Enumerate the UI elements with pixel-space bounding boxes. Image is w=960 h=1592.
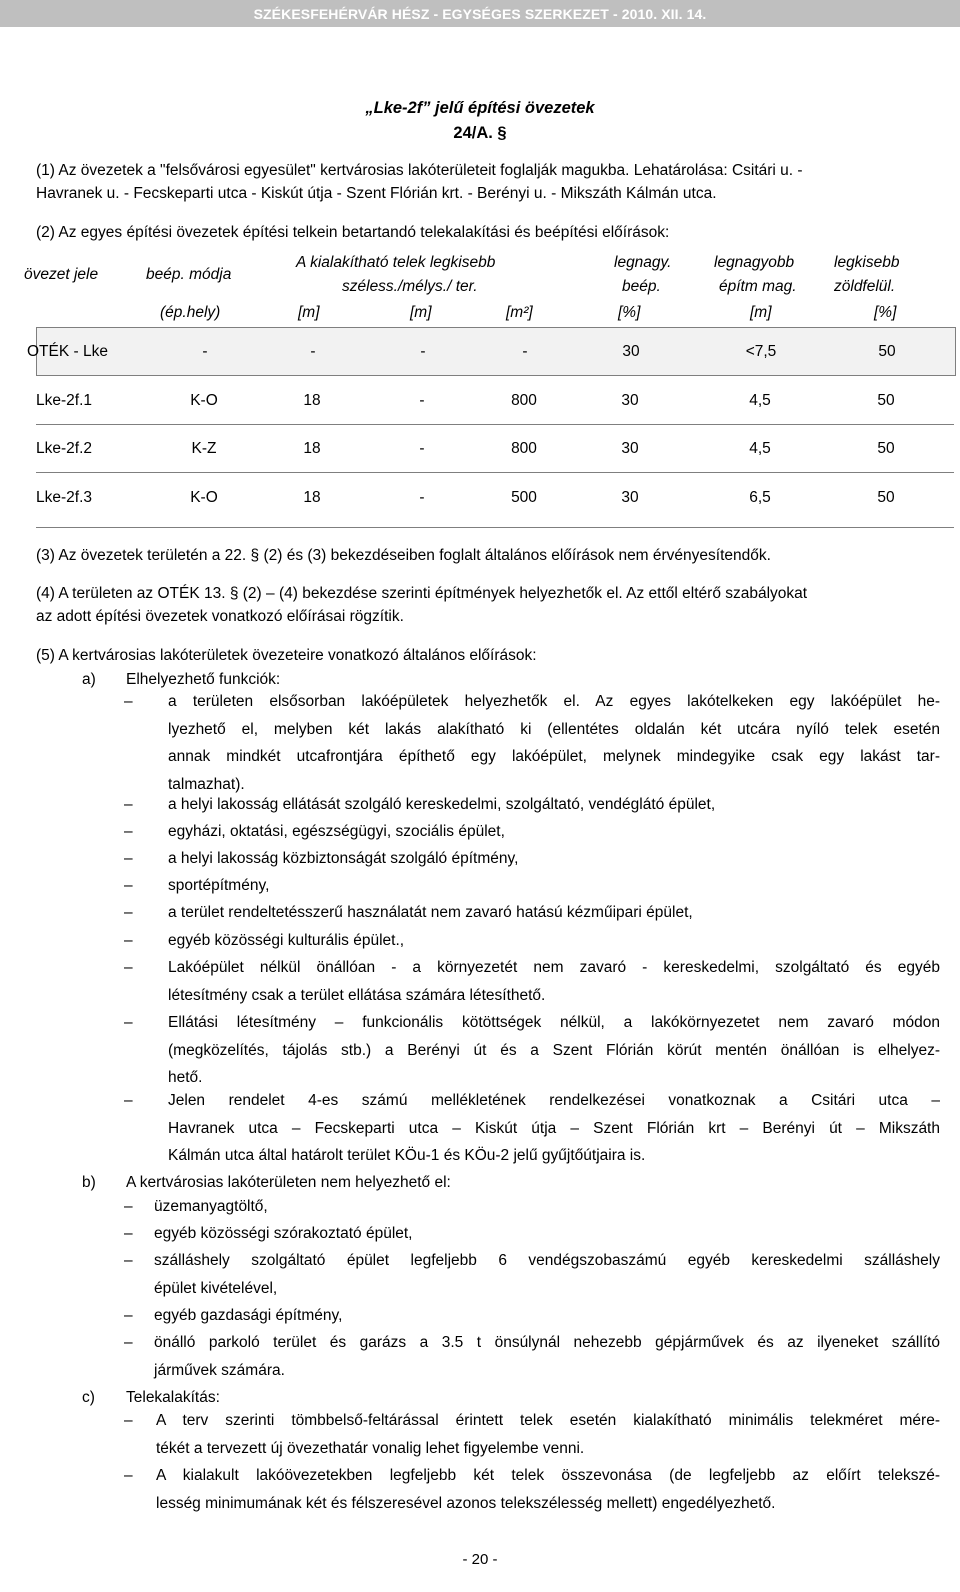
cell-building-mode: - <box>202 343 208 360</box>
list-a-title: Elhelyezhető funkciók: <box>126 671 281 688</box>
list-item-line: épület kivételével, <box>154 1279 278 1297</box>
page-header: SZÉKESFEHÉRVÁR HÉSZ - EGYSÉGES SZERKEZET - 2010. XII. 14. <box>0 0 960 27</box>
dash-bullet: – <box>124 877 133 894</box>
header-green-unit: [%] <box>874 304 897 321</box>
list-item-line: létesítmény csak a terület ellátása számára létesíthető. <box>168 986 546 1004</box>
dash-bullet: – <box>124 1467 133 1484</box>
list-a-label: a) <box>82 671 96 688</box>
list-item-line: lesség minimumának két és félszeresével azonos telekszélesség mellett) engedélyezhető. <box>156 1494 776 1512</box>
header-height-unit: [m] <box>750 304 772 321</box>
table-row <box>36 474 954 521</box>
header-min-green: legkisebb <box>834 254 900 271</box>
list-item-line: Jelen rendelet 4-es számú mellékletének rendelkezései vonatkoznak a Csitári utca – <box>168 1092 940 1109</box>
list-item-line: a területen elsősorban lakóépületek helyezhetők el. Az egyes lakótelkeken egy lakóépület he- <box>168 693 940 710</box>
cell-width: 18 <box>303 392 321 409</box>
dash-bullet: – <box>124 1092 133 1109</box>
cell-height: <7,5 <box>745 343 777 360</box>
header-building-mode-sub: (ép.hely) <box>160 304 221 321</box>
header-plot-size: A kialakítható telek legkisebb <box>296 254 496 271</box>
list-item-line: (megközelítés, tájolás stb.) a Berényi út és a Szent Flórián körút mentén önállóan is elhelyez- <box>168 1041 940 1059</box>
cell-building-mode: K-O <box>190 489 218 506</box>
list-item-line: Kálmán utca által határolt terület KÖu-1 és KÖu-2 jelű gyűjtőútjaira is. <box>168 1147 646 1164</box>
list-b-title: A kertvárosias lakóterületen nem helyezhető el: <box>126 1174 451 1191</box>
cell-green: 50 <box>878 343 896 360</box>
dash-bullet: – <box>124 850 133 867</box>
dash-bullet: – <box>124 959 133 976</box>
paragraph-1-line-1: (1) Az övezetek a "felsővárosi egyesület" kertvárosias lakóterületeit foglalják magukba. Lehatárolása: Csitári u. - <box>36 162 803 179</box>
table-row <box>36 425 954 472</box>
section-number: 24/A. § <box>453 124 507 142</box>
cell-height: 6,5 <box>749 489 771 506</box>
list-item-line: sportépítmény, <box>168 877 270 894</box>
cell-coverage: 30 <box>621 489 639 506</box>
cell-zone-code: Lke-2f.3 <box>36 489 93 506</box>
list-item-line: a terület rendeltetésszerű használatát nem zavaró hatású kézműipari épület, <box>168 904 693 921</box>
cell-coverage: 30 <box>621 440 639 457</box>
list-item-line: Havranek utca – Fecskeparti utca – Kiskút útja – Szent Flórián krt – Berényi út – Mikszáth <box>168 1119 940 1137</box>
list-item-line: A kialakult lakóövezetekben legfeljebb két telek összevonása (de legfeljebb az előírt telekszé- <box>156 1467 940 1484</box>
list-item-line: önálló parkoló terület és garázs a 3.5 t önsúlynál nehezebb gépjárművek és az ilyeneket szállító <box>154 1334 940 1351</box>
header-building-mode: beép. módja <box>146 266 232 283</box>
list-item-line: egyéb közösségi szórakoztató épület, <box>154 1225 413 1242</box>
cell-area: - <box>522 343 528 360</box>
header-width-unit: [m] <box>298 304 320 321</box>
header-depth-unit: [m] <box>410 304 432 321</box>
list-item-line: a helyi lakosság közbiztonságát szolgáló építmény, <box>168 850 519 867</box>
header-max-coverage: legnagy. <box>614 254 672 271</box>
cell-green: 50 <box>877 392 895 409</box>
list-item-line: A terv szerinti tömbbelső-feltárással érintett telek esetén kialakítható minimális telekméret mére- <box>156 1412 940 1429</box>
paragraph-2: (2) Az egyes építési övezetek építési telkein betartandó telekalakítási és beépítési előírások: <box>36 224 670 241</box>
dash-bullet: – <box>124 904 133 921</box>
row-divider <box>36 472 954 473</box>
list-c-title: Telekalakítás: <box>126 1389 220 1406</box>
paragraph-5: (5) A kertvárosias lakóterületek övezeteire vonatkozó általános előírások: <box>36 647 537 664</box>
cell-building-mode: K-O <box>190 392 218 409</box>
cell-width: - <box>310 343 316 360</box>
zone-title: „Lke-2f” jelű építési övezetek <box>365 99 595 117</box>
list-item-line: talmazhat). <box>168 775 245 793</box>
dash-bullet: – <box>124 796 133 813</box>
list-item-line: Lakóépület nélkül önállóan - a környezetét nem zavaró - kereskedelmi, szolgáltató és egyéb <box>168 959 940 976</box>
cell-depth: - <box>419 440 425 457</box>
list-item-line: egyházi, oktatási, egészségügyi, szociális épület, <box>168 823 505 840</box>
table-row <box>27 327 956 376</box>
paragraph-4-line-2: az adott építési övezetek vonatkozó előírásai rögzítik. <box>36 608 404 625</box>
dash-bullet: – <box>124 1307 133 1324</box>
cell-green: 50 <box>877 440 895 457</box>
list-item-line: üzemanyagtöltő, <box>154 1198 268 1215</box>
cell-area: 800 <box>511 440 537 457</box>
list-item-line: szálláshely szolgáltató épület legfeljebb 6 vendégszobaszámú egyéb kereskedelmi szálláshely <box>154 1252 940 1269</box>
list-item-line: lyezhető el, melyben két lakás alakítható ki (ellentétes oldalán két utcára nyíló telek esetén <box>168 720 940 738</box>
cell-area: 800 <box>511 392 537 409</box>
list-c-label: c) <box>82 1389 95 1406</box>
paragraph-1-line-2: Havranek u. - Fecskeparti utca - Kiskút útja - Szent Flórián krt. - Berényi u. - Mikszáth Kálmán utca. <box>36 185 717 202</box>
dash-bullet: – <box>124 1252 133 1269</box>
table-row <box>36 377 954 424</box>
header-zone-code: övezet jele <box>24 266 99 283</box>
cell-zone-code: Lke-2f.2 <box>36 440 93 457</box>
list-item-line: tékét a tervezett új övezethatár vonalig lehet figyelembe venni. <box>156 1439 585 1457</box>
header-max-coverage-sub: beép. <box>622 278 661 295</box>
cell-zone-code: OTÉK - Lke <box>27 343 108 360</box>
dash-bullet: – <box>124 932 133 949</box>
list-item-line: egyéb gazdasági építmény, <box>154 1307 343 1324</box>
list-item-line: Ellátási létesítmény – funkcionális kötöttségek nélkül, a lakókörnyezetet nem zavaró módon <box>168 1014 940 1031</box>
list-item-line: a helyi lakosság ellátását szolgáló kereskedelmi, szolgáltató, vendéglátó épület, <box>168 796 716 813</box>
cell-coverage: 30 <box>622 343 640 360</box>
header-max-height-sub: építm mag. <box>719 278 797 295</box>
cell-height: 4,5 <box>749 392 771 409</box>
dash-bullet: – <box>124 823 133 840</box>
page-number: - 20 - <box>462 1551 498 1568</box>
list-item-line: annak mindkét utcafrontjára építhető egy lakóépület, melynek mindegyike csak egy lakást tar- <box>168 748 940 765</box>
dash-bullet: – <box>124 1412 133 1429</box>
dash-bullet: – <box>124 1334 133 1351</box>
cell-green: 50 <box>877 489 895 506</box>
dash-bullet: – <box>124 693 133 710</box>
list-item-line: egyéb közösségi kulturális épület., <box>168 932 405 949</box>
cell-width: 18 <box>303 489 321 506</box>
header-min-green-sub: zöldfelül. <box>834 278 896 295</box>
paragraph-4-line-1: (4) A területen az OTÉK 13. § (2) – (4) bekezdése szerinti építmények helyezhetők el. Az ettől eltérő szabályokat <box>36 585 808 602</box>
list-item-line: járművek számára. <box>154 1361 285 1379</box>
table-header <box>24 252 956 322</box>
cell-depth: - <box>419 489 425 506</box>
paragraph-3: (3) Az övezetek területén a 22. § (2) és (3) bekezdéseiben foglalt általános előírások nem érvényesítendők. <box>36 547 771 564</box>
header-max-height: legnagyobb <box>714 254 795 271</box>
row-divider <box>36 527 954 528</box>
cell-depth: - <box>420 343 426 360</box>
dash-bullet: – <box>124 1198 133 1215</box>
list-b-label: b) <box>82 1174 96 1191</box>
cell-building-mode: K-Z <box>191 440 217 457</box>
cell-zone-code: Lke-2f.1 <box>36 392 93 409</box>
list-item-line: hető. <box>168 1069 203 1086</box>
cell-coverage: 30 <box>621 392 639 409</box>
cell-depth: - <box>419 392 425 409</box>
header-plot-size-sub: széless./mélys./ ter. <box>342 278 478 295</box>
dash-bullet: – <box>124 1225 133 1242</box>
header-coverage-unit: [%] <box>618 304 641 321</box>
cell-area: 500 <box>511 489 537 506</box>
dash-bullet: – <box>124 1014 133 1031</box>
cell-height: 4,5 <box>749 440 771 457</box>
cell-width: 18 <box>303 440 321 457</box>
header-area-unit: [m²] <box>506 304 533 321</box>
